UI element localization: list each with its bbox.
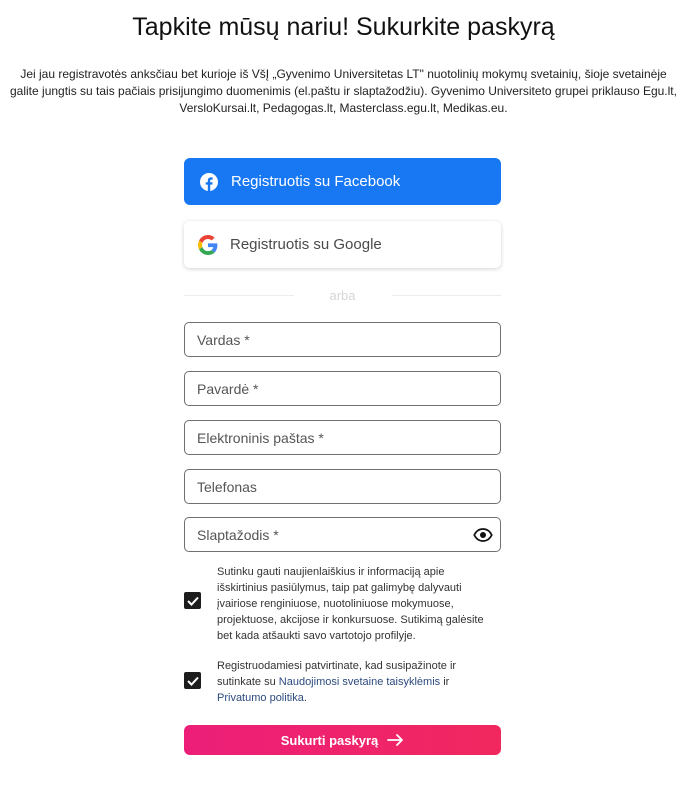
facebook-register-button[interactable] xyxy=(184,158,501,205)
facebook-icon xyxy=(199,172,219,192)
last-name-field[interactable] xyxy=(184,371,501,406)
terms-checkbox[interactable] xyxy=(184,672,201,689)
newsletter-checkbox[interactable] xyxy=(184,592,201,609)
or-divider xyxy=(184,286,501,304)
terms-consent xyxy=(184,658,501,704)
checkmark-icon xyxy=(187,596,199,606)
show-password-eye-icon[interactable] xyxy=(473,525,493,545)
phone-field[interactable] xyxy=(184,469,501,504)
create-account-button[interactable] xyxy=(184,725,501,755)
google-icon xyxy=(198,235,218,255)
checkmark-icon xyxy=(187,676,199,686)
arrow-right-icon xyxy=(387,734,404,746)
email-input[interactable] xyxy=(185,421,500,454)
password-input[interactable] xyxy=(185,518,500,551)
email-field[interactable] xyxy=(184,420,501,455)
newsletter-consent-text: Sutinku gauti naujienlaiškius ir informaciją apie išskirtinius pasiūlymus, taip pat galimybę dalyvauti įvairiose renginiuose, nuotoliniuose mokymuose, projektuose, akcijose ir konkursuose. Sutikimą galėsite bet kada atšaukti savo vartotojo profilyje. xyxy=(217,566,484,642)
password-field[interactable] xyxy=(184,517,501,552)
phone-input[interactable] xyxy=(185,470,500,503)
terms-rules-link[interactable]: Naudojimosi svetaine taisyklėmis xyxy=(278,676,441,688)
privacy-policy-link[interactable]: Privatumo politika xyxy=(217,692,304,704)
terms-text-before: Registruodamiesi patvirtinate, kad susipažinote ir sutinkate su xyxy=(217,660,457,688)
divider-line-left xyxy=(184,295,294,296)
intro-text: Jei jau registravotės anksčiau bet kurioje iš VšĮ „Gyvenimo Universitetas LT" nuotolinių mokymų svetainių, šioje svetainėje galite jungtis su tais pačiais prisijungimo duomenimis (el.paštu ir slaptažodžiu). Gyvenimo Universiteto grupei priklauso Egu.lt, VersloKursai.lt, Pedagogas.lt, Masterclass.egu.lt, Medikas.eu. xyxy=(10,67,677,115)
newsletter-consent xyxy=(184,564,501,642)
first-name-field[interactable] xyxy=(184,322,501,357)
divider-line-right xyxy=(392,295,502,296)
divider-text: arba xyxy=(329,287,356,303)
google-register-button[interactable] xyxy=(184,221,501,268)
terms-text-middle: ir xyxy=(440,676,450,688)
create-account-label: Sukurti paskyrą xyxy=(280,732,379,748)
terms-consent-text xyxy=(217,658,487,706)
terms-text-after: . xyxy=(303,692,307,704)
page-title: Tapkite mūsų nariu! Sukurkite paskyrą xyxy=(132,13,555,41)
last-name-input[interactable] xyxy=(185,372,500,405)
facebook-register-label: Registruotis su Facebook xyxy=(231,173,401,190)
first-name-input[interactable] xyxy=(185,323,500,356)
google-register-label: Registruotis su Google xyxy=(230,236,382,253)
